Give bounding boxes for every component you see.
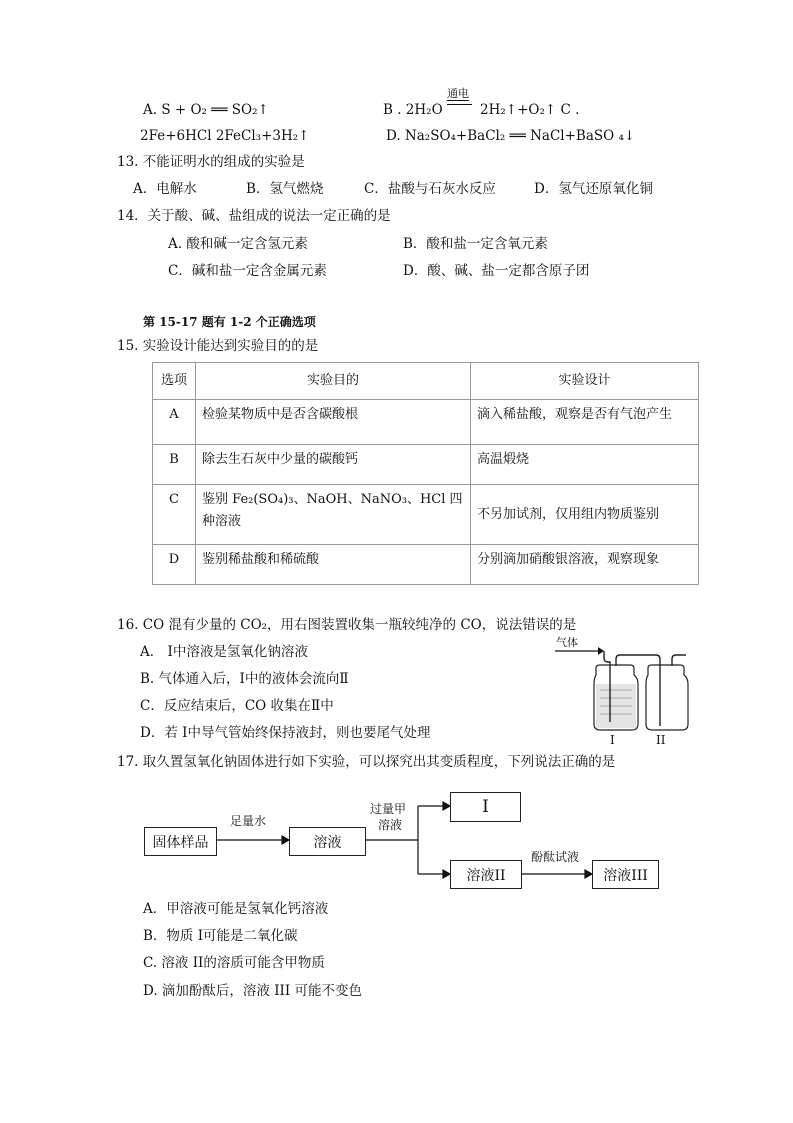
row-design: 不另加试剂，仅用组内物质鉴别 [471, 485, 699, 545]
solution-2-box [450, 860, 522, 889]
q15-stem: 15. 实验设计能达到实验目的的是 [117, 338, 319, 354]
q14-stem: 14．关于酸、碱、盐组成的说法一定正确的是 [117, 208, 391, 224]
row-option: A [153, 400, 196, 445]
q14-option-d: D．酸、碱、盐一定都含原子团 [403, 263, 590, 279]
q17-stem: 17. 取久置氢氧化钠固体进行如下实验，可以探究出其变质程度，下列说法正确的是 [117, 754, 616, 770]
q12-option-b-condition: 通电 [447, 87, 469, 100]
section-note: 第 15-17 题有 1-2 个正确选项 [143, 315, 316, 329]
q14-option-a: A. 酸和碱一定含氢元素 [168, 236, 308, 252]
q12-option-d: D. Na₂SO₄+BaCl₂ ══ NaCl+BaSO ₄↓ [386, 128, 636, 144]
q12-option-c: 2Fe+6HCl 2FeCl₃+3H₂↑ [140, 128, 310, 144]
step3-label: 酚酞试液 [531, 850, 580, 864]
arrow-step1-head [282, 836, 289, 844]
solid-sample-box [144, 827, 217, 856]
q16-stem: 16. CO 混有少量的 CO₂，用右图装置收集一瓶较纯净的 CO，说法错误的是 [117, 617, 577, 633]
row-goal: 除去生石灰中少量的碳酸钙 [196, 445, 471, 485]
step2-label-line2: 溶液 [378, 818, 403, 832]
q13-option-a: A．电解水 [133, 181, 197, 197]
row-option: C [153, 485, 196, 545]
row-option: B [153, 445, 196, 485]
solution-2-label: 溶液II [466, 867, 506, 884]
bottle-2-label: II [656, 733, 666, 747]
row-design: 分别滴加硝酸银溶液，观察现象 [471, 545, 699, 585]
solution-3-box [592, 860, 659, 889]
row-design: 高温煅烧 [471, 445, 699, 485]
q16-option-a: A． Ⅰ中溶液是氢氧化钠溶液 [140, 644, 308, 660]
header-design: 实验设计 [471, 363, 699, 400]
row-design: 滴入稀盐酸，观察是否有气泡产生 [471, 400, 699, 445]
q16-option-b: B. 气体通入后，Ⅰ中的液体会流向Ⅱ [140, 671, 349, 687]
q17-option-d: D. 滴加酚酞后，溶液 III 可能不变色 [143, 983, 363, 999]
product-1-box [450, 792, 521, 822]
q12-option-b-prefix: B . 2H₂O [383, 102, 443, 118]
q17-option-a: A．甲溶液可能是氢氧化钙溶液 [143, 901, 329, 917]
row-goal: 检验某物质中是否含碳酸根 [196, 400, 471, 445]
header-goal: 实验目的 [196, 363, 471, 400]
step1-label: 足量水 [230, 814, 267, 828]
arrow-step3-head [585, 870, 592, 878]
q14-option-c: C．碱和盐一定含金属元素 [168, 263, 327, 279]
q14-option-b: B．酸和盐一定含氧元素 [403, 236, 548, 252]
solid-sample-label: 固体样品 [152, 834, 209, 851]
bottle-1-label: I [610, 733, 615, 747]
row-goal: 鉴别稀盐酸和稀硫酸 [196, 545, 471, 585]
inlet-label: 气体 [556, 636, 578, 649]
q16-option-c: C．反应结束后，CO 收集在Ⅱ中 [140, 698, 334, 714]
product-1-label: I [482, 797, 489, 817]
arrow-to-product-head [443, 802, 450, 810]
q12-option-a: A. S + O₂ ══ SO₂↑ [143, 102, 269, 118]
header-option: 选项 [153, 363, 196, 400]
arrow-to-solution2-head [443, 870, 450, 878]
solution-label: 溶液 [313, 834, 342, 851]
row-goal: 鉴别 Fe₂(SO₄)₃、NaOH、NaNO₃、HCl 四种溶液 [196, 485, 471, 545]
row-option: D [153, 545, 196, 585]
q17-option-b: B．物质 I可能是二氧化碳 [143, 928, 298, 944]
q13-option-c: C．盐酸与石灰水反应 [364, 181, 496, 197]
solution-box [289, 827, 366, 856]
solution-3-label: 溶液III [603, 867, 648, 884]
q13-option-b: B．氢气燃烧 [246, 181, 324, 197]
q16-option-d: D．若 Ⅰ中导气管始终保持液封，则也要尾气处理 [140, 725, 431, 741]
step2-label-line1: 过量甲 [370, 802, 407, 816]
q17-option-c: C. 溶液 II的溶质可能含甲物质 [143, 955, 325, 971]
q13-stem: 13. 不能证明水的组成的实验是 [117, 154, 305, 170]
q13-option-d: D．氢气还原氧化铜 [534, 181, 653, 197]
q12-option-b-suffix: 2H₂↑+O₂↑ C . [480, 102, 580, 118]
